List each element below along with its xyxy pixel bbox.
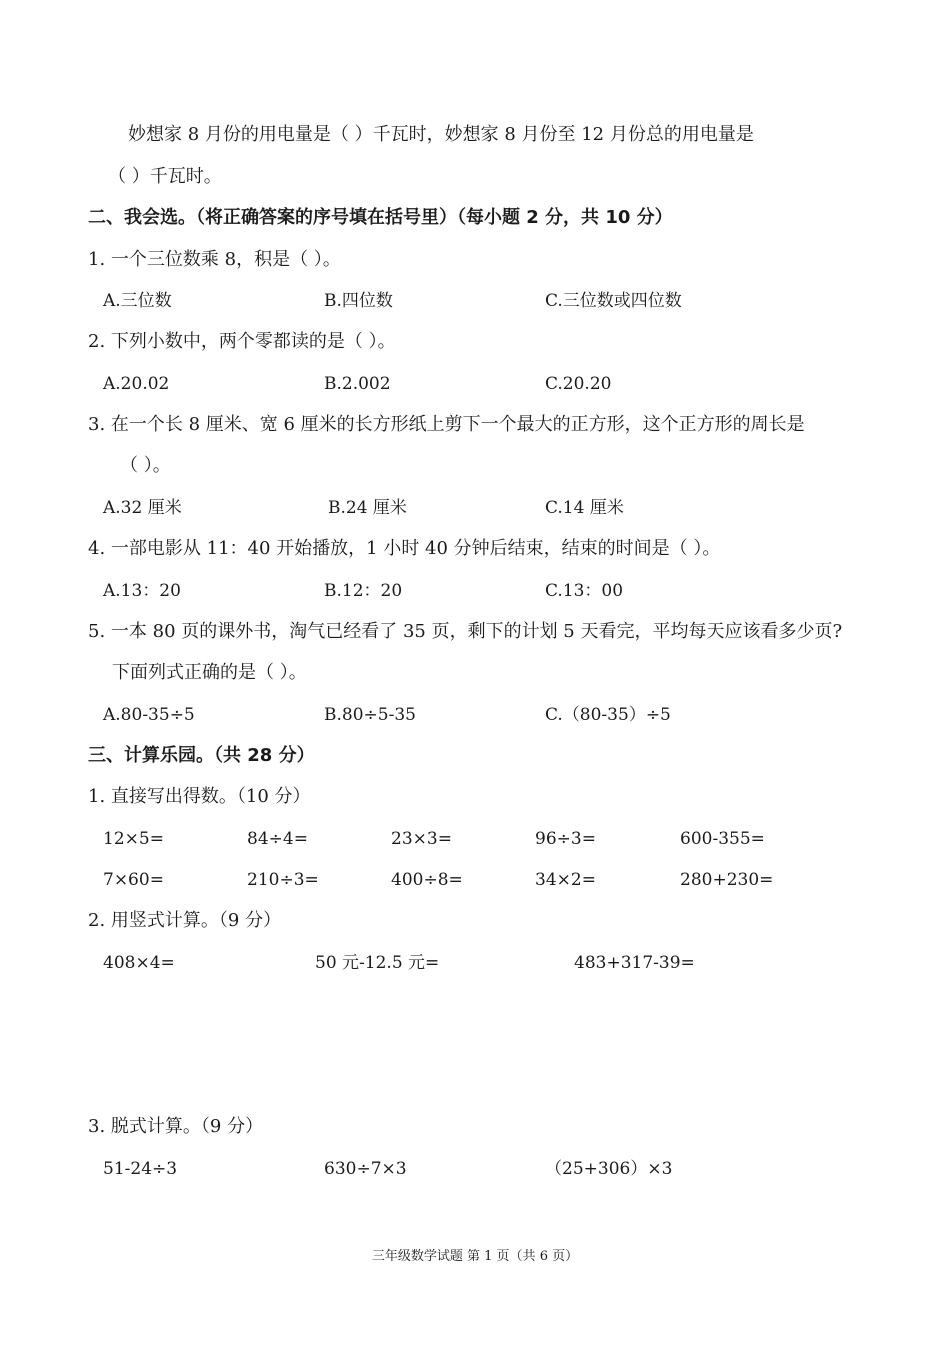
part-3-label: 3. 脱式计算。（9 分） xyxy=(88,1116,264,1137)
question-1-option-b: B.四位数 xyxy=(324,291,393,311)
question-1-option-a: A.三位数 xyxy=(103,291,172,311)
question-4: 4. 一部电影从 11：40 开始播放，1 小时 40 分钟后结束，结束的时间是（ ）。 xyxy=(88,538,721,559)
step-calc-item: 630÷7×3 xyxy=(324,1159,407,1179)
oral-calc-item: 400÷8= xyxy=(391,870,463,890)
step-calc-item: 51-24÷3 xyxy=(103,1159,178,1179)
oral-calc-item: 12×5= xyxy=(103,829,164,849)
question-1-option-c: C.三位数或四位数 xyxy=(545,291,682,311)
part-2-label: 2. 用竖式计算。（9 分） xyxy=(88,910,282,931)
question-4-option-c: C.13：00 xyxy=(545,581,624,601)
question-4-option-a: A.13：20 xyxy=(103,581,181,601)
question-2-option-c: C.20.20 xyxy=(545,374,612,394)
oral-calc-item: 7×60= xyxy=(103,870,164,890)
oral-calc-item: 23×3= xyxy=(391,829,452,849)
question-2: 2. 下列小数中，两个零都读的是（ ）。 xyxy=(88,331,396,352)
question-3-option-b: B.24 厘米 xyxy=(328,498,407,518)
question-5-option-b: B.80÷5-35 xyxy=(324,705,416,725)
question-5: 5. 一本 80 页的课外书，淘气已经看了 35 页，剩下的计划 5 天看完，平均每天应该看多少页? xyxy=(88,621,843,642)
section-2-title: 二、我会选。（将正确答案的序号填在括号里）（每小题 2 分，共 10 分） xyxy=(88,207,673,228)
question-3: 3. 在一个长 8 厘米、宽 6 厘米的长方形纸上剪下一个最大的正方形，这个正方形的周长是 xyxy=(88,414,805,435)
oral-calc-item: 34×2= xyxy=(535,870,596,890)
question-4-option-b: B.12：20 xyxy=(324,581,403,601)
oral-calc-item: 280+230= xyxy=(680,870,774,890)
question-2-option-b: B.2.002 xyxy=(324,374,391,394)
oral-calc-item: 600-355= xyxy=(680,829,765,849)
oral-calc-item: 210÷3= xyxy=(247,870,319,890)
part-1-label: 1. 直接写出得数。（10 分） xyxy=(88,786,311,807)
question-5-line-2: 下面列式正确的是（ ）。 xyxy=(112,662,307,683)
intro-line-1: 妙想家 8 月份的用电量是（ ）千瓦时，妙想家 8 月份至 12 月份总的用电量是 xyxy=(128,124,754,145)
question-3-line-2: （ ）。 xyxy=(120,455,171,476)
oral-calc-item: 96÷3= xyxy=(535,829,596,849)
vertical-calc-item: 408×4= xyxy=(103,953,175,973)
section-3-title: 三、计算乐园。（共 28 分） xyxy=(88,745,315,766)
question-1: 1. 一个三位数乘 8，积是（ ）。 xyxy=(88,249,341,270)
intro-line-2: （ ）千瓦时。 xyxy=(108,166,222,187)
vertical-calc-item: 50 元-12.5 元= xyxy=(315,953,440,973)
page-footer: 三年级数学试题 第 1 页（共 6 页） xyxy=(371,1249,579,1264)
question-5-option-c: C.（80-35）÷5 xyxy=(545,705,671,725)
oral-calc-item: 84÷4= xyxy=(247,829,308,849)
question-3-option-a: A.32 厘米 xyxy=(103,498,182,518)
question-5-option-a: A.80-35÷5 xyxy=(103,705,195,725)
step-calc-item: （25+306）×3 xyxy=(545,1159,673,1179)
question-2-option-a: A.20.02 xyxy=(103,374,170,394)
question-3-option-c: C.14 厘米 xyxy=(545,498,624,518)
vertical-calc-item: 483+317-39= xyxy=(574,953,695,973)
